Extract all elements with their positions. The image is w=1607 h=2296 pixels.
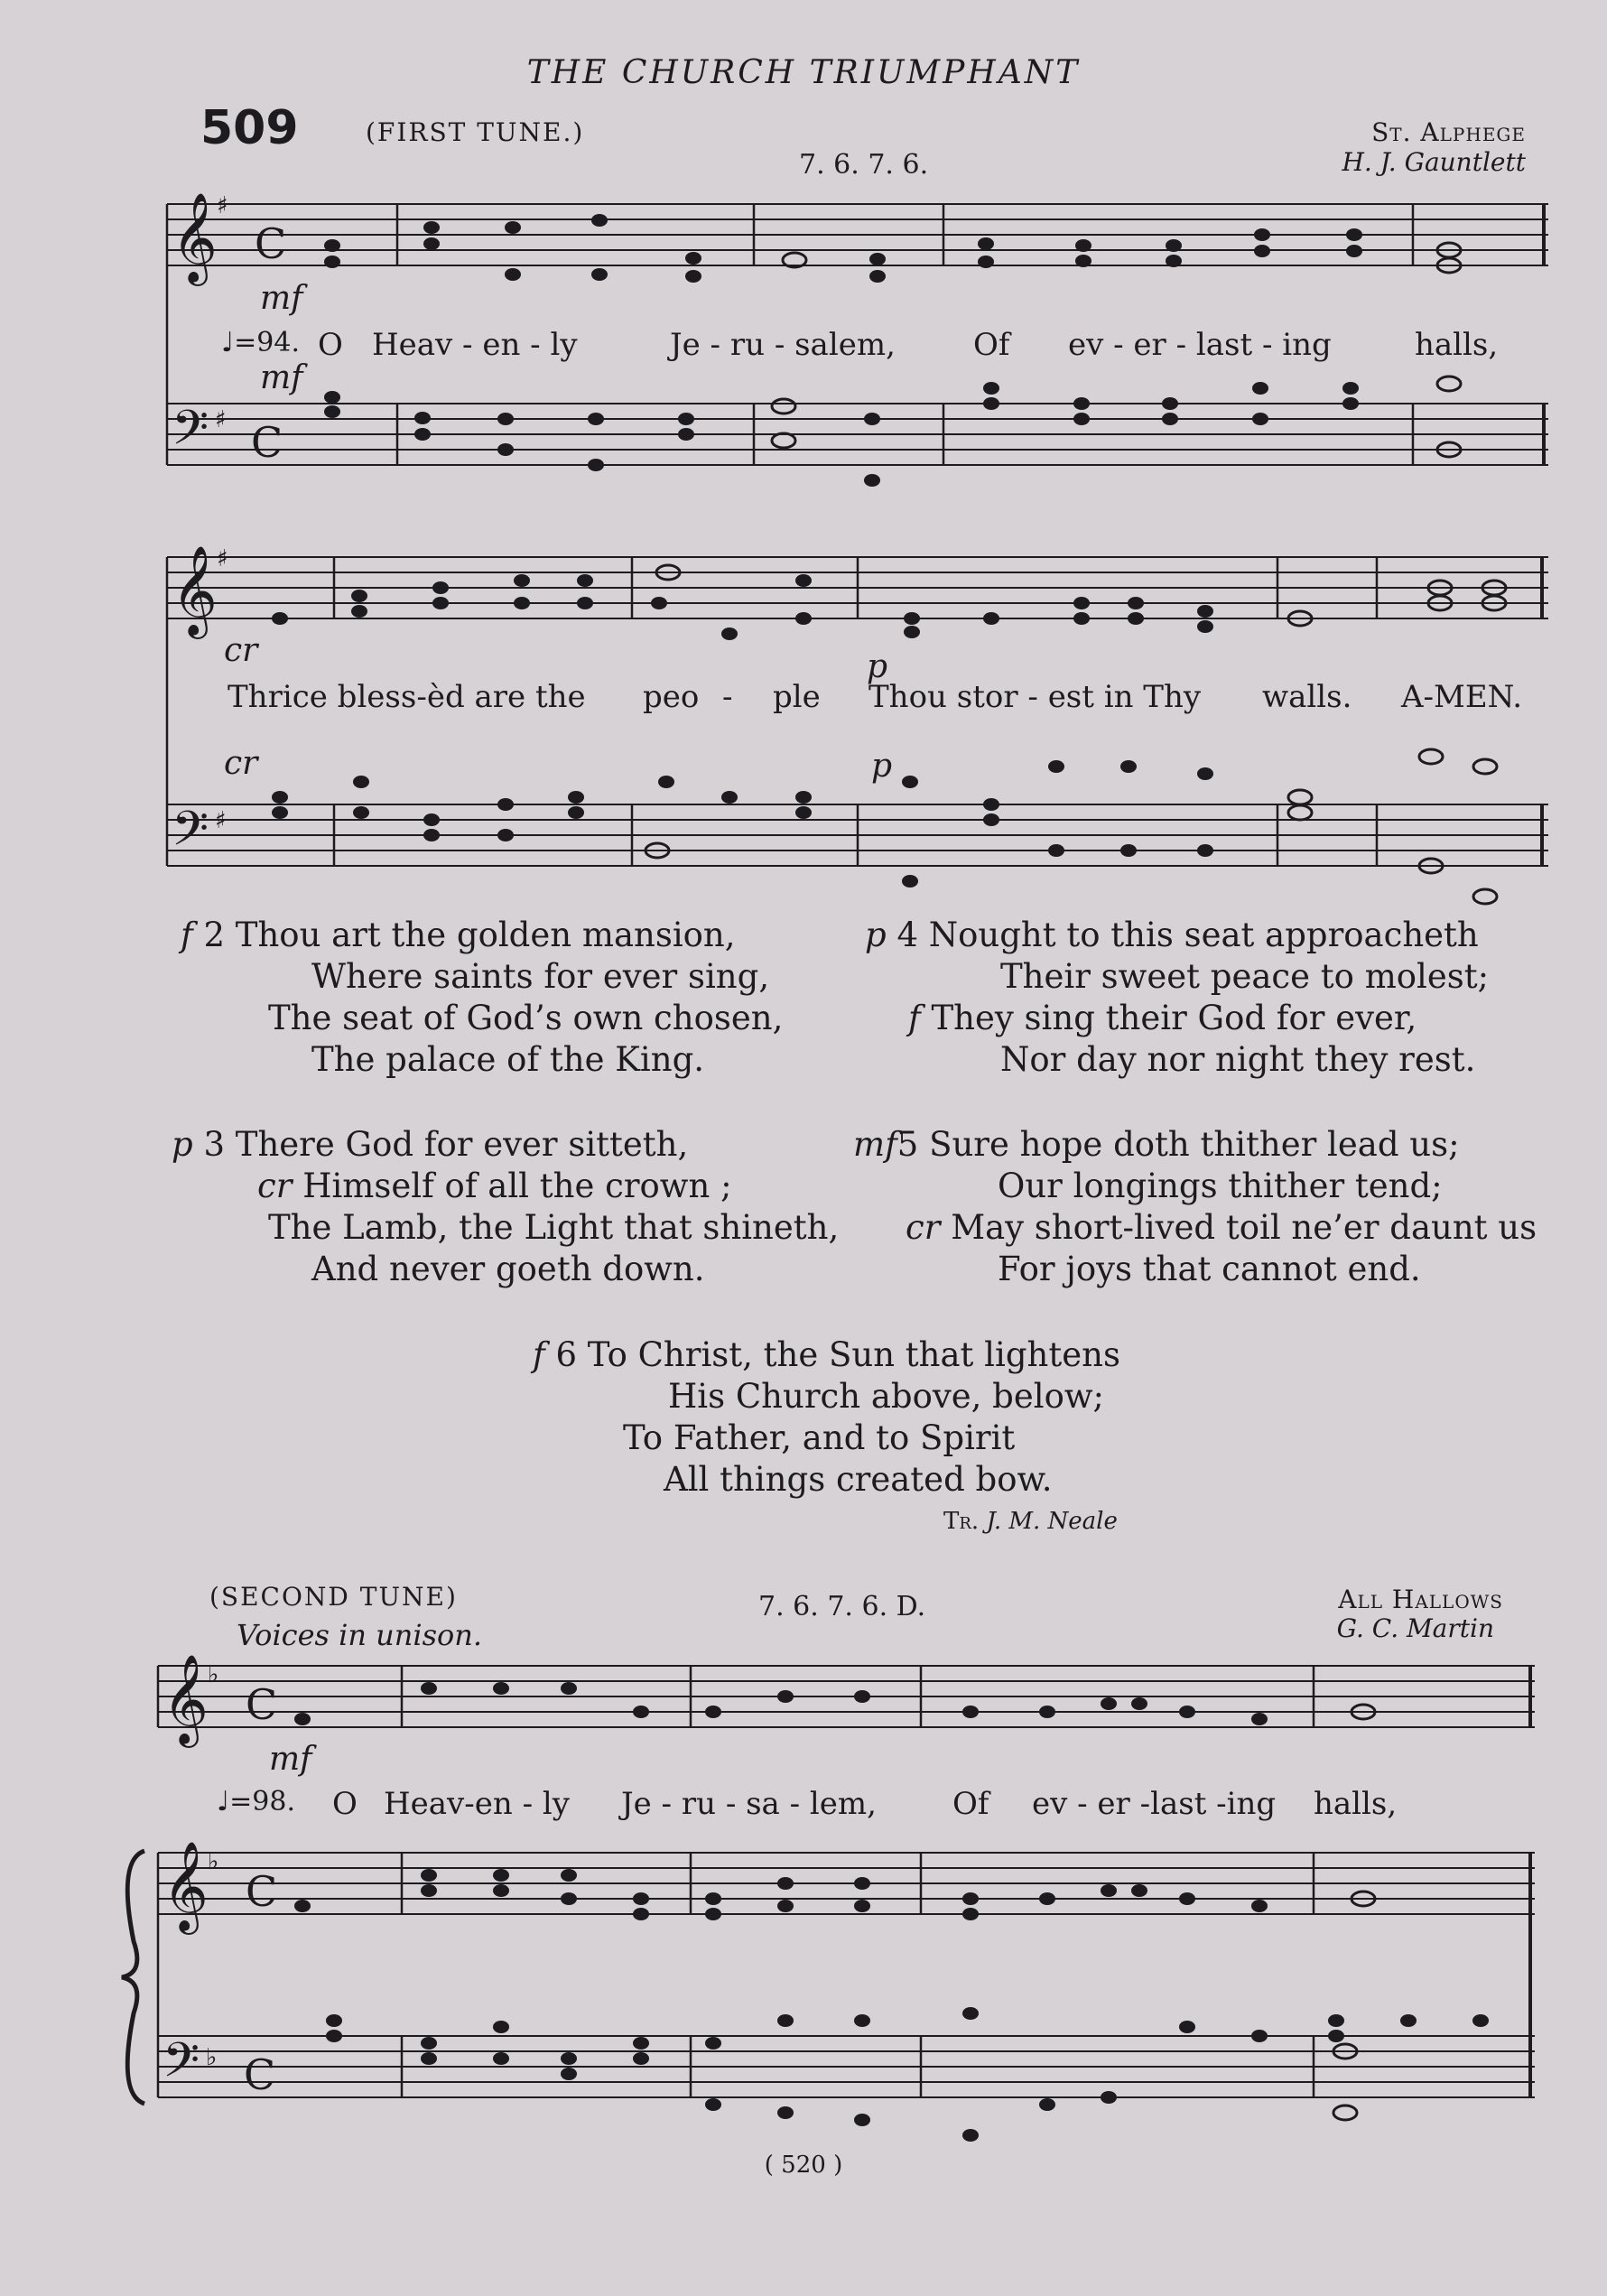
tune2-voice-staff [158,1666,1535,1727]
flat-icon: ♭ [208,1848,219,1875]
first-tune-name: St. Alphege [1371,117,1526,147]
dynamic-cr: cr [224,632,258,669]
second-tune-label: (SECOND TUNE) [209,1582,458,1612]
common-time-icon: C [246,1867,278,1916]
page-number: ( 520 ) [764,2152,843,2179]
lyric-word: Thou stor - est in Thy [869,679,1202,715]
second-tune-name: All Hallows [1338,1585,1503,1614]
treble-clef-icon: 𝄞 [163,1841,209,1931]
dynamic-mf: mf [260,280,303,317]
first-tune-label: (FIRST TUNE.) [366,117,585,147]
flat-icon: ♭ [208,1661,219,1688]
second-tune-meter: 7. 6. 7. 6. D. [758,1591,926,1622]
verse-5: mf5 Sure hope doth thither lead us; Our longings thither tend; cr May short-lived toil ne’er daunt us For joys that cannot end. [853,1125,1537,1288]
common-time-icon: C [244,2050,276,2099]
common-time-icon: C [246,1680,278,1729]
lyric-word: Thrice bless-èd are the [228,679,586,715]
lyric-word: Heav - en - ly [372,327,578,363]
lyric-word: ev - er -last -ing [1032,1786,1277,1822]
lyric-word: O [318,327,343,363]
sharp-icon: ♯ [217,192,228,219]
first-tune-meter: 7. 6. 7. 6. [799,149,929,181]
lyric-word: O [332,1786,358,1822]
common-time-icon: C [255,219,287,268]
lyric-word: Je - ru - salem, [670,327,896,363]
tempo-mark: ♩=98. [217,1786,296,1817]
lyric-word: halls, [1314,1786,1398,1822]
unison-instruction: Voices in unison. [237,1618,483,1652]
system1-bass-staff [167,404,1548,465]
dynamic-p-bass: p [871,748,893,785]
tune2-piano-bass-staff [158,2036,1535,2097]
bass-clef-icon: 𝄢 [172,802,209,869]
treble-clef-icon: 𝄞 [163,1654,209,1744]
hymn-number: 509 [200,101,299,155]
lyric-word: Of [973,327,1010,363]
quarter-note-icon: ♩ [217,1786,230,1817]
tempo-mark: ♩=94. [221,327,301,358]
brace-icon [122,1851,144,2104]
first-tune-composer: H. J. Gauntlett [1342,147,1526,177]
sharp-icon: ♯ [215,807,227,834]
tune2-piano-treble-staff [158,1853,1535,1914]
lyric-word: ple [773,679,821,715]
verse-4: p 4 Nought to this seat approacheth Their sweet peace to molest; f They sing their God for ever, Nor day nor night they rest. [865,916,1490,1079]
bass-clef-icon: 𝄢 [172,401,209,468]
page-header: THE CHURCH TRIUMPHANT [526,54,1081,91]
lyric-word: - [722,679,733,715]
translator-credit: Tr. J. M. Neale [943,1508,1118,1535]
verse-3: p 3 There God for ever sitteth, cr Himself of all the crown ; The Lamb, the Light that shineth, And never goeth down. [172,1125,840,1288]
quarter-note-icon: ♩ [221,327,235,358]
dynamic-cr-bass: cr [224,745,258,782]
verse-6: f 6 To Christ, the Sun that lightens His Church above, below; To Father, and to Spirit All things created bow. [533,1335,1120,1499]
treble-clef-icon: 𝄞 [172,192,218,283]
sharp-icon: ♯ [217,545,228,572]
lyric-word: walls. [1262,679,1352,715]
sharp-icon: ♯ [215,406,227,433]
dynamic-mf: mf [269,1741,312,1778]
lyric-word: halls, [1415,327,1499,363]
amen: A-MEN. [1401,679,1523,715]
lyric-word: Of [952,1786,989,1822]
system1-treble-staff [167,204,1548,265]
lyric-word: ev - er - last - ing [1068,327,1332,363]
common-time-icon: C [251,418,283,467]
treble-clef-icon: 𝄞 [172,545,218,636]
dynamic-p: p [867,648,888,685]
lyric-word: Je - ru - sa - lem, [621,1786,877,1822]
bass-clef-icon: 𝄢 [163,2033,200,2100]
verse-2: f 2 Thou art the golden mansion, Where saints for ever sing, The seat of God’s own chosen, The palace of the King. [181,916,784,1079]
dynamic-mf-bass: mf [260,359,303,396]
flat-icon: ♭ [206,2044,218,2071]
lyric-word: peo [643,679,700,715]
lyric-word: Heav-en - ly [384,1786,570,1822]
second-tune-composer: G. C. Martin [1336,1613,1494,1643]
